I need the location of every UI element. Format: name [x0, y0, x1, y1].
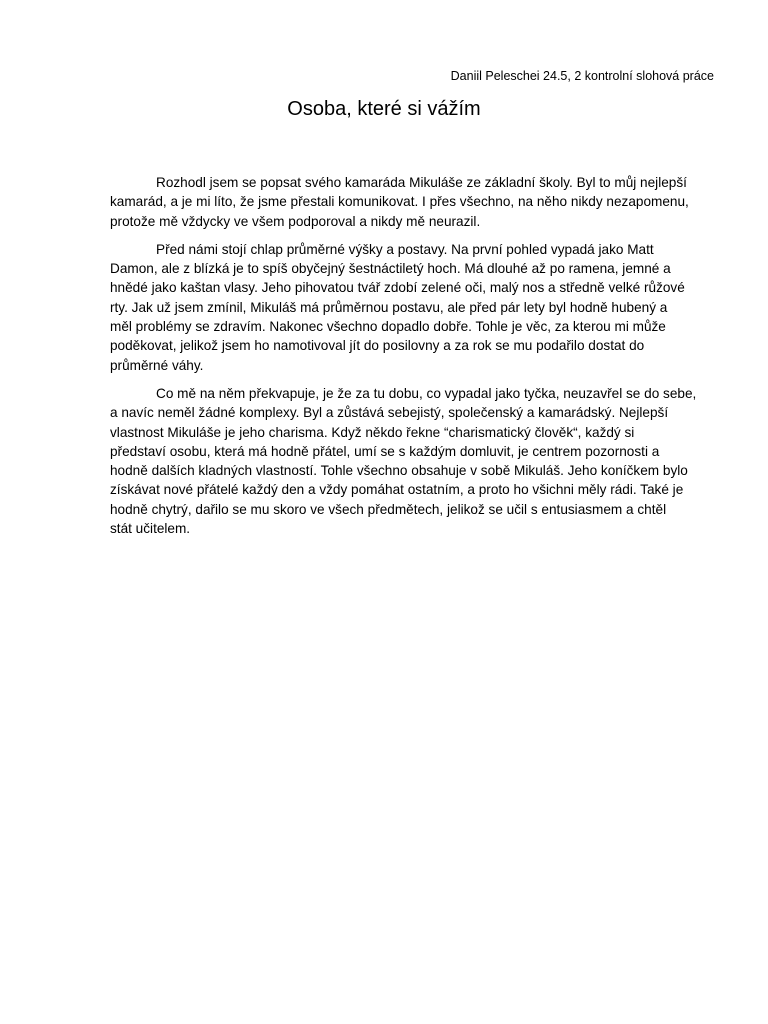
text-line: rty. Jak už jsem zmínil, Mikuláš má průměrnou postavu, ale před pár lety byl hodně hubený a — [110, 299, 668, 315]
text-line: Rozhodl jsem se popsat svého kamaráda Mikuláše ze základní školy. Byl to můj nejlepší — [156, 175, 687, 190]
text-line: měl problémy se zdravím. Nakonec všechno dopadlo dobře. Tohle je věc, za kterou mi může — [110, 319, 666, 335]
page-title: Osoba, které si vážím — [287, 98, 481, 120]
text-line: průměrné váhy. — [110, 357, 204, 373]
text-line: kamarád, a je mi líto, že jsme přestali komunikovat. I přes všechno, na něho nikdy nezapomenu, — [110, 194, 689, 210]
text-line: hodně dalších kladných vlastností. Tohle všechno obsahuje v sobě Mikuláš. Jeho koníčkem bylo — [110, 463, 688, 479]
author-header: Daniil Peleschei 24.5, 2 kontrolní slohová práce — [450, 69, 714, 83]
paragraph-3 — [110, 384, 720, 538]
text-line: představí osobu, která má hodně přátel, umí se s každým domluvit, je centrem pozornosti a — [110, 443, 660, 459]
text-line: získávat nové přátelé každý den a vždy pomáhat ostatním, a proto ho všichni měly rádi. Také je — [110, 482, 684, 498]
text-line: Co mě na něm překvapuje, je že za tu dobu, co vypadal jako tyčka, neuzavřel se do sebe, — [156, 385, 697, 401]
text-line: poděkovat, jelikož jsem ho namotivoval jít do posilovny a za rok se mu podařilo dostat do — [110, 338, 645, 354]
text-line: hnědé jako kaštan vlasy. Jeho pihovatou tvář zdobí zelené oči, malý nos a středně velké růžové — [110, 280, 685, 296]
essay-body — [110, 173, 720, 547]
text-line: stát učitelem. — [110, 521, 191, 537]
text-line: a navíc neměl žádné komplexy. Byl a zůstává sebejistý, společenský a kamarádský. Nejlepší — [110, 405, 669, 421]
text-line: hodně chytrý, dařilo se mu skoro ve všech předmětech, jelikož se učil s entusiasmem a chtěl — [110, 501, 667, 517]
text-line: protože mě vždycky ve všem podporoval a nikdy mě neurazil. — [110, 213, 481, 229]
text-line: Před námi stojí chlap průměrné výšky a postavy. Na první pohled vypadá jako Matt — [156, 241, 654, 257]
text-line: Damon, ale z blízká je to spíš obyčejný šestnáctiletý hoch. Má dlouhé až po ramena, jemné a — [110, 261, 671, 277]
text-line: vlastnost Mikuláše je jeho charisma. Když někdo řekne “charismatický člověk“, každý si — [110, 424, 635, 440]
paragraph-2 — [110, 240, 720, 375]
paragraph-1 — [110, 173, 720, 231]
